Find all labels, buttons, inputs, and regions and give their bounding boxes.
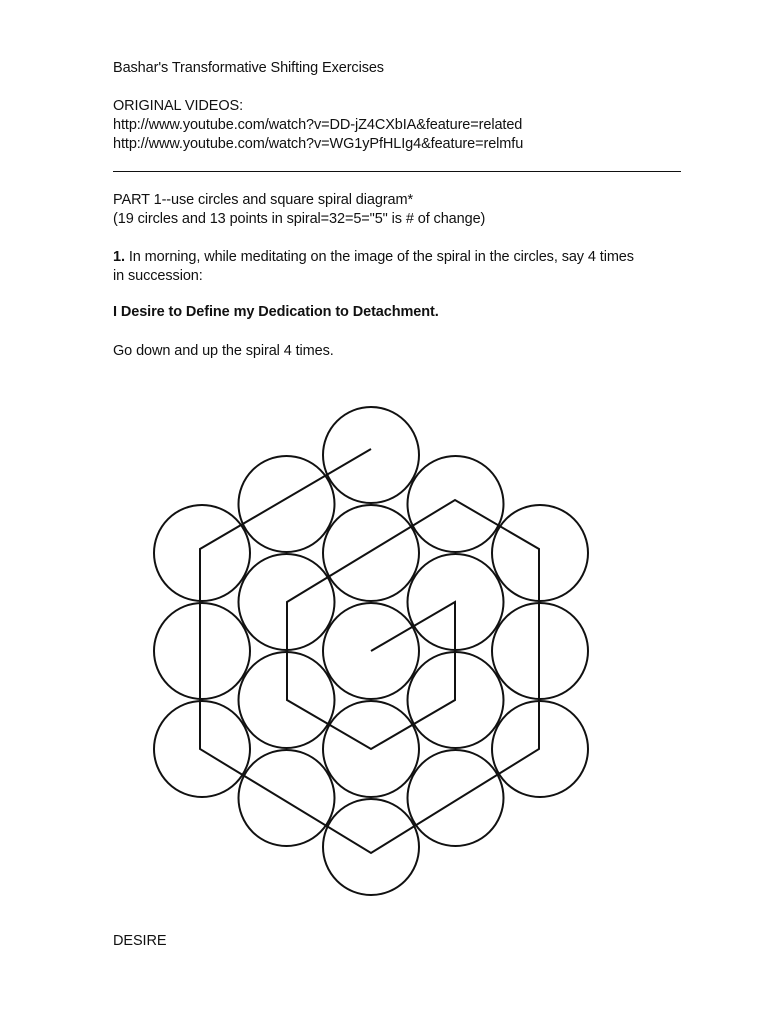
diagram-circle: [239, 456, 335, 552]
step-1-text: In morning, while meditating on the image of the spiral in the circles, say 4 times: [124, 249, 634, 265]
diagram-circle: [154, 505, 250, 601]
footer-word: DESIRE: [113, 933, 167, 949]
part1-heading: PART 1--use circles and square spiral diagram*: [113, 192, 414, 208]
diagram-circle: [323, 407, 419, 503]
diagram-circle: [323, 799, 419, 895]
diagram-circle: [239, 750, 335, 846]
diagram-circle: [408, 456, 504, 552]
document-title: Bashar's Transformative Shifting Exercises: [113, 60, 384, 76]
diagram-circle: [154, 603, 250, 699]
diagram-circle: [154, 701, 250, 797]
spiral-instruction: Go down and up the spiral 4 times.: [113, 343, 334, 359]
diagram-circle: [323, 505, 419, 601]
videos-heading: ORIGINAL VIDEOS:: [113, 98, 244, 114]
video-link-1[interactable]: http://www.youtube.com/watch?v=DD-jZ4CXbIA&feature=related: [113, 117, 523, 133]
step-1-line-2: in succession:: [113, 268, 203, 284]
diagram-circle: [408, 750, 504, 846]
part1-note: (19 circles and 13 points in spiral=32=5="5" is # of change): [113, 211, 486, 227]
video-link-2[interactable]: http://www.youtube.com/watch?v=WG1yPfHLIg4&feature=relmfu: [113, 136, 524, 152]
affirmation-text: I Desire to Define my Dedication to Detachment.: [113, 304, 439, 320]
step-1-number: 1.: [113, 249, 125, 265]
